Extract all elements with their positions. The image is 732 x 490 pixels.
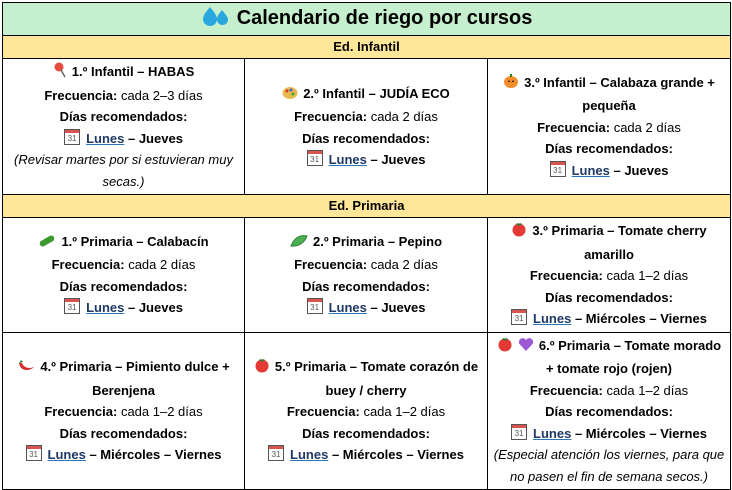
course-cell: 2.º Infantil – JUDÍA ECO Frecuencia: cada 2 días Días recomendados: 31 Lunes – Jueves [245, 59, 488, 195]
section-header-primaria: Ed. Primaria [3, 195, 731, 218]
course-name: 5.º Primaria – Tomate corazón de buey / cherry [274, 359, 479, 398]
frequency-value: cada 1–2 días [363, 404, 446, 419]
frequency-value: cada 1–2 días [120, 404, 203, 419]
calendar-icon: 31 [64, 129, 80, 145]
course-cell: 3.º Infantil – Calabaza grande + pequeña Frecuencia: cada 2 días Días recomendados: 31 Lunes – Jueves [488, 59, 731, 195]
course-name: 1.º Primaria – Calabacín [61, 233, 209, 249]
course-name: 2.º Infantil – JUDÍA ECO [303, 85, 450, 101]
calendar-icon: 31 [550, 161, 566, 177]
calendar-icon: 31 [26, 445, 42, 461]
chili-pepper-icon [17, 358, 35, 380]
calendar-icon: 31 [307, 298, 323, 314]
tomato-icon [254, 357, 270, 380]
calendar-icon: 31 [511, 424, 527, 440]
course-cell: 2.º Primaria – Pepino Frecuencia: cada 2 días Días recomendados: 31 Lunes – Jueves [245, 218, 488, 333]
pumpkin-icon [503, 73, 519, 96]
course-cell: 1.º Primaria – Calabacín Frecuencia: cada 2 días Días recomendados: 31 Lunes – Jueves [3, 218, 245, 333]
course-cell: 6.º Primaria – Tomate morado + tomate rojo (rojen) Frecuencia: cada 1–2 días Días recomendados: 31 Lunes – Miércoles – Viernes (Especial atención los viernes, para que no pasen el fin de semana secos.) [488, 332, 731, 490]
course-cell: 4.º Primaria – Pimiento dulce + Berenjena Frecuencia: cada 1–2 días Días recomendados: 31 Lunes – Miércoles – Viernes [3, 332, 245, 490]
course-name: 3.º Infantil – Calabaza grande + pequeña [524, 74, 715, 114]
calendar-icon: 31 [64, 298, 80, 314]
irrigation-table [2, 2, 731, 490]
purple-heart-icon [518, 337, 534, 359]
frequency-value: cada 1–2 días [606, 382, 689, 398]
pin-icon [53, 62, 67, 85]
title-cell [3, 3, 731, 36]
tomato-icon [497, 336, 513, 359]
calendar-icon: 31 [307, 150, 323, 166]
note-text: (Especial atención los viernes, para que no pasen el fin de semana secos.) [493, 447, 725, 484]
calendar-icon: 31 [268, 445, 284, 461]
course-cell: 3.º Primaria – Tomate cherry amarillo Frecuencia: cada 1–2 días Días recomendados: 31 Lunes – Miércoles – Viernes [488, 218, 731, 333]
frequency-value: cada 2 días [370, 109, 438, 124]
cucumber-icon [38, 233, 56, 255]
page-title: Calendario de riego por cursos [236, 6, 533, 29]
course-name: 2.º Primaria – Pepino [312, 233, 443, 249]
course-cell: 1.º Infantil – HABAS Frecuencia: cada 2–3 días Días recomendados: 31 Lunes – Jueves (Revisar martes por si estuvieran muy secas.) [3, 59, 245, 195]
frequency-value: cada 2 días [128, 257, 196, 273]
course-name: 4.º Primaria – Pimiento dulce + Berenjena [40, 359, 230, 398]
course-cell: 5.º Primaria – Tomate corazón de buey / cherry Frecuencia: cada 1–2 días Días recomendados: 31 Lunes – Miércoles – Viernes [245, 332, 488, 490]
tomato-icon [511, 221, 527, 244]
palette-icon [282, 85, 298, 107]
leafy-green-icon [290, 233, 308, 255]
water-drops-icon [201, 5, 231, 34]
frequency-value: cada 2 días [613, 119, 681, 135]
frequency-value: cada 2–3 días [120, 87, 203, 103]
section-header-infantil: Ed. Infantil [3, 36, 731, 59]
frequency-value: cada 2 días [370, 257, 438, 273]
frequency-value: cada 1–2 días [606, 268, 689, 283]
note-text: (Revisar martes por si estuvieran muy secas.) [14, 152, 233, 189]
course-name: 6.º Primaria – Tomate morado + tomate rojo (rojen) [538, 337, 722, 376]
course-name: 3.º Primaria – Tomate cherry amarillo [532, 223, 707, 262]
course-name: 1.º Infantil – HABAS [71, 64, 195, 79]
calendar-icon: 31 [511, 309, 527, 325]
